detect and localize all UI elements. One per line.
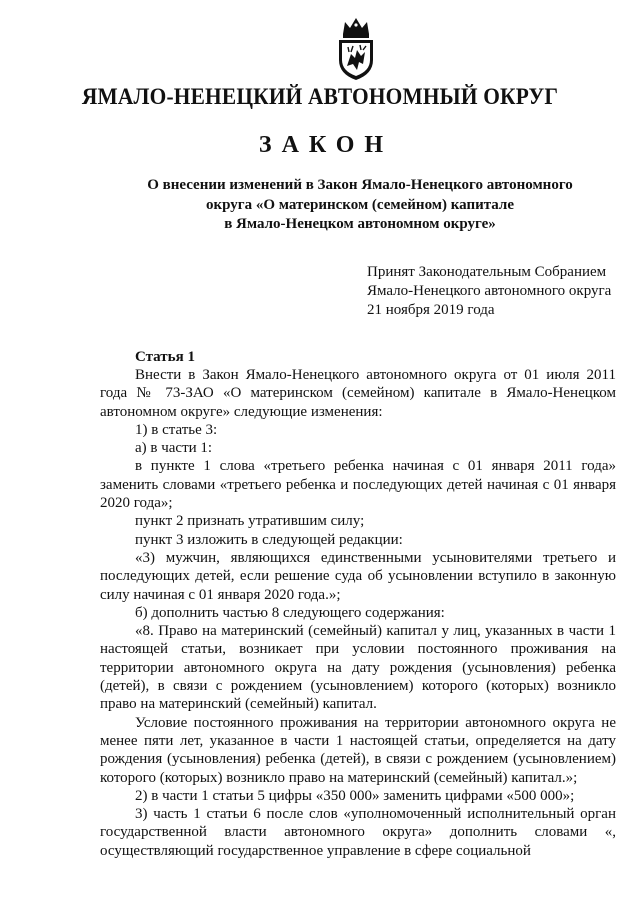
article-heading: Статья 1 <box>135 349 195 365</box>
region-name: ЯМАЛО-НЕНЕЦКИЙ АВТОНОМНЫЙ ОКРУГ <box>81 84 559 109</box>
article-body <box>100 366 616 860</box>
article-paragraph: Условие постоянного проживания на территории автономного округа не менее пяти лет, указанное в части 1 настоящей статьи, определяется на дату рождения (усыновления) ребенка (детей), в связи с рождением (усыновлением) которого (которых) возникло право на материнский (семейный) капитал.»; <box>100 714 616 786</box>
yamal-coat-of-arms-icon <box>335 16 377 82</box>
article-paragraph: Внести в Закон Ямало-Ненецкого автономного округа от 01 июля 2011 года № 73-ЗАО «О материнском (семейном) капитале в Ямало-Ненецком автономном округе» следующие изменения: <box>100 367 616 420</box>
article-paragraph: 3) часть 1 статьи 6 после слов «уполномоченный исполнительный орган государственной власти автономного округа» дополнить словами «, осуществляющий государственное управление в сфере социальной <box>100 806 616 859</box>
adoption-date: 21 ноября 2019 года <box>367 302 495 318</box>
adoption-line: Ямало-Ненецкого автономного округа <box>367 283 612 299</box>
document-type: ЗАКОН <box>258 132 394 158</box>
article-paragraph: 2) в части 1 статьи 5 цифры «350 000» заменить цифрами «500 000»; <box>135 787 575 804</box>
article-paragraph: в пункте 1 слова «третьего ребенка начиная с 01 января 2011 года» заменить словами «третьего ребенка и последующих детей начиная с 01 января 2020 года»; <box>100 458 616 512</box>
article-paragraph: пункт 2 признать утратившим силу; <box>135 513 365 530</box>
law-subject-line: округа «О материнском (семейном) капитале <box>205 196 515 213</box>
law-subject <box>100 176 620 235</box>
article-paragraph: 1) в статье 3: <box>135 421 218 438</box>
law-subject-line: О внесении изменений в Закон Ямало-Ненецкого автономного <box>147 177 573 193</box>
adoption-note <box>367 263 611 320</box>
adoption-line: Принят Законодательным Собранием <box>367 264 607 280</box>
article-paragraph: «3) мужчин, являющихся единственными усыновителями третьего и последующих детей, если решение суда об усыновлении вступило в законную силу начиная с 01 января 2020 года.»; <box>100 549 616 603</box>
article-paragraph: а) в части 1: <box>135 440 213 457</box>
law-subject-line: в Ямало-Ненецком автономном округе» <box>224 216 496 232</box>
article-paragraph: «8. Право на материнский (семейный) капитал у лиц, указанных в части 1 настоящей статьи, возникает при условии постоянного проживания на территории автономного округа на дату рождения (усыновления) ребенка (детей), в связи с рождением (усыновлением) которого (которых) возникло право на материнский (семейный) капитал. <box>100 623 616 713</box>
article-paragraph: пункт 3 изложить в следующей редакции: <box>135 531 403 548</box>
article-paragraph: б) дополнить частью 8 следующего содержания: <box>135 604 445 621</box>
